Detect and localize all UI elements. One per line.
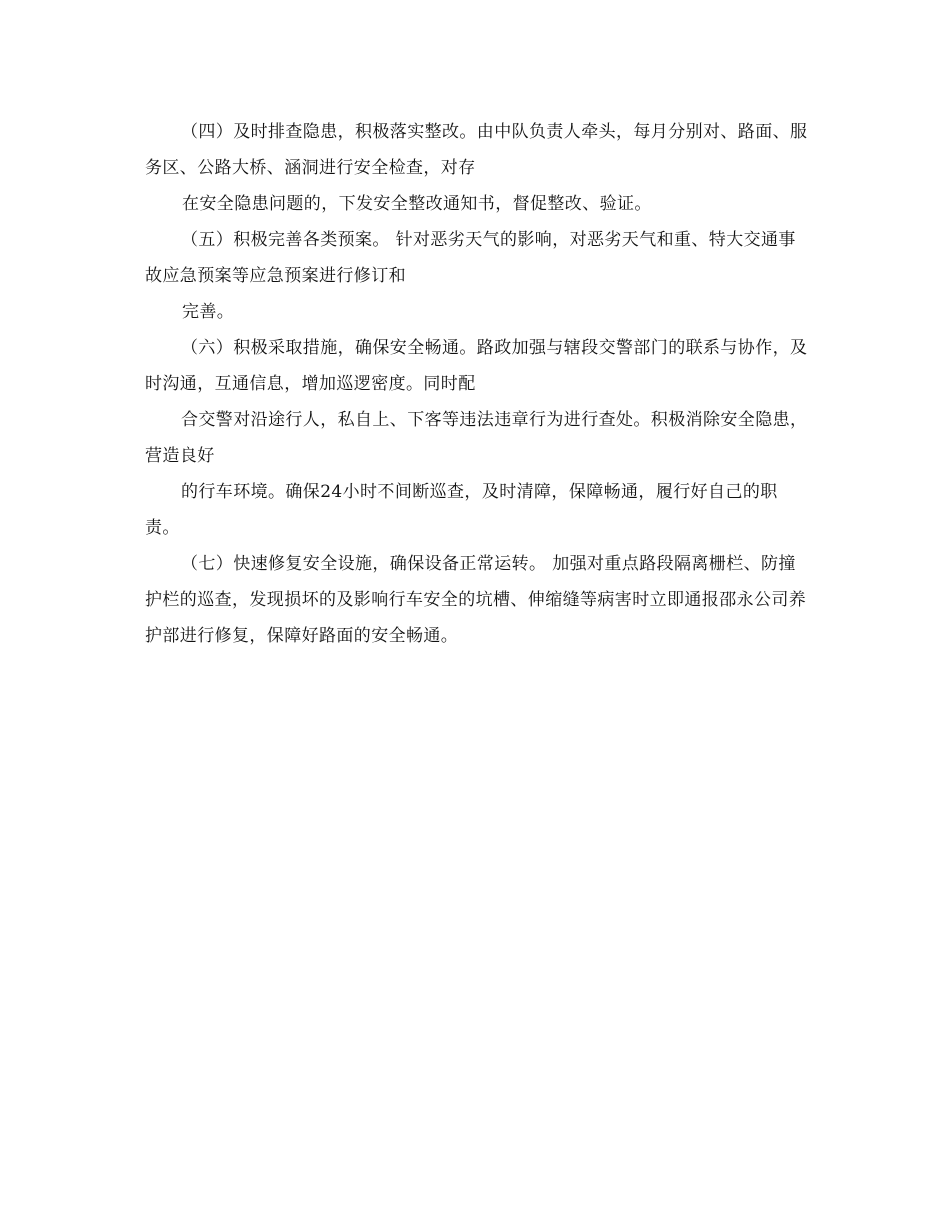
paragraph-7: （七）快速修复安全设施，确保设备正常运转。 加强对重点路段隔离栅栏、防撞护栏的巡查，发现损坏的及影响行车安全的坑槽、伸缩缝等病害时立即通报邵永公司养护部进行修复，保障好路面的安全畅通。 [145,554,807,646]
paragraph-4: （四）及时排查隐患，积极落实整改。由中队负责人牵头，每月分别对、路面、服务区、公路大桥、涵洞进行安全检查，对存 [145,122,808,178]
paragraph-6-continuation-1: 合交警对沿途行人，私自上、下客等违法违章行为进行查处。积极消除安全隐患，营造良好 [145,410,808,466]
paragraph-6-continuation-2: 的行车环境。确保24小时不间断巡查，及时清障，保障畅通，履行好自己的职责。 [145,482,778,538]
paragraph-6: （六）积极采取措施，确保安全畅通。路政加强与辖段交警部门的联系与协作，及时沟通，互通信息，增加巡逻密度。同时配 [145,338,808,394]
document-body [145,114,810,654]
paragraph-5-continuation: 完善。 [182,302,235,322]
paragraph-4-continuation: 在安全隐患问题的，下发安全整改通知书，督促整改、验证。 [182,194,652,214]
paragraph-5: （五）积极完善各类预案。 针对恶劣天气的影响，对恶劣天气和重、特大交通事故应急预案等应急预案进行修订和 [145,230,796,286]
